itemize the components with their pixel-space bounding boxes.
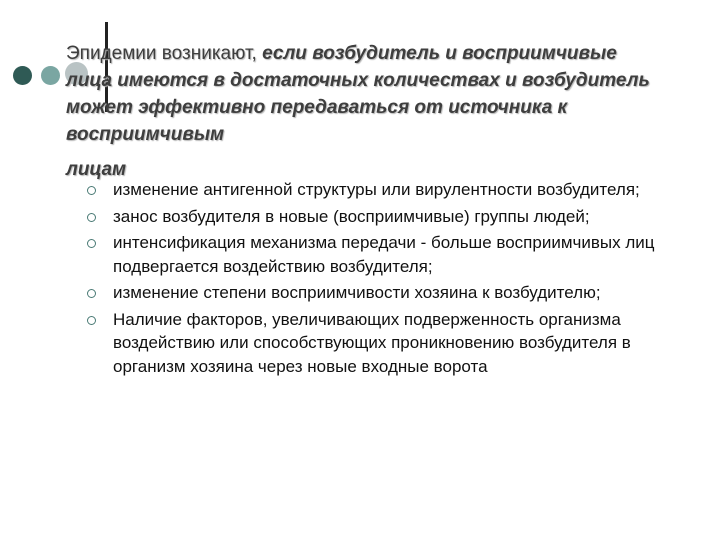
- slide-title: [66, 40, 666, 183]
- list-item-text: Наличие факторов, увеличивающих подверженность организма воздействию или способствующих проникновению возбудителя в организм хозяина через новые входные ворота: [113, 309, 631, 376]
- list-item-text: изменение антигенной структуры или вирулентности возбудителя;: [113, 180, 640, 199]
- list-item: [85, 281, 665, 305]
- list-item-text: изменение степени восприимчивости хозяина к возбудителю;: [113, 283, 601, 302]
- list-item-text: интенсификация механизма передачи - больше восприимчивых лиц подвергается воздействию возбудителя;: [113, 233, 655, 276]
- decorative-dot-dark: [13, 66, 32, 85]
- list-item: [85, 178, 665, 202]
- title-emphasis: если возбудитель и восприимчивые лица имеются в достаточных количествах и возбудитель может эффективно передаваться от источника к восприимчивым: [66, 43, 650, 145]
- list-item-text: занос возбудителя в новые (восприимчивые) группы людей;: [113, 206, 590, 226]
- hollow-circle-bullet-icon: [87, 289, 96, 298]
- hollow-circle-bullet-icon: [87, 239, 96, 248]
- hollow-circle-bullet-icon: [87, 316, 96, 325]
- list-item: [85, 205, 665, 229]
- hollow-circle-bullet-icon: [87, 186, 96, 195]
- hollow-circle-bullet-icon: [87, 213, 96, 222]
- bullet-list: [85, 178, 665, 381]
- title-last-word: лицам: [66, 159, 127, 180]
- list-item: [85, 308, 665, 379]
- decorative-dot-mid: [41, 66, 60, 85]
- title-lead: Эпидемии возникают,: [66, 43, 263, 64]
- list-item: [85, 231, 665, 278]
